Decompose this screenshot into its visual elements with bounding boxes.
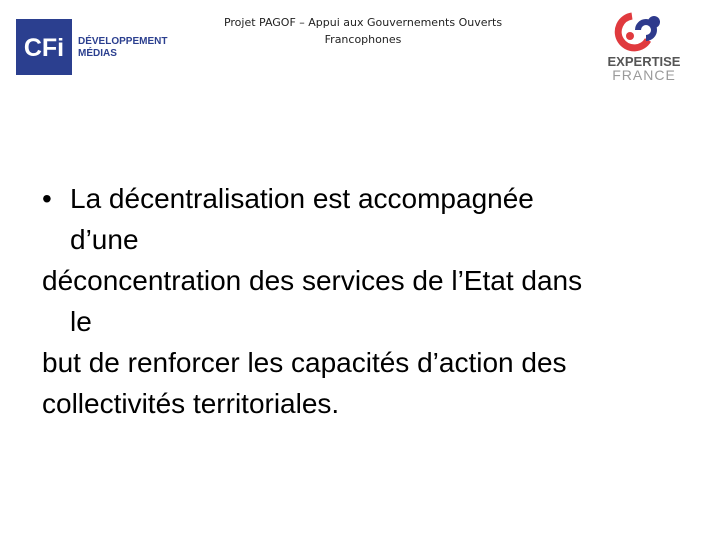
- header-title-line1: Projet PAGOF – Appui aux Gouvernements Ouverts: [223, 16, 503, 29]
- expertise-france-emblem-icon: [618, 16, 660, 48]
- body-line-2: d’une: [70, 224, 139, 255]
- body-line-1-text: La décentralisation est accompagnée: [70, 183, 534, 214]
- header-title: [198, 14, 528, 48]
- cfi-developpement-medias-logo: [16, 19, 181, 75]
- bullet-marker: •: [42, 183, 52, 214]
- body-line-5: but de renforcer les capacités d’action des: [42, 347, 567, 378]
- cfi-logo-line2: MÉDIAS: [78, 48, 117, 59]
- body-line-1: [42, 178, 682, 219]
- body-line-3: déconcentration des services de l’Etat dans: [42, 265, 583, 296]
- cfi-logo-mark: CFi: [23, 34, 65, 62]
- expertise-france-line2: FRANCE: [612, 67, 676, 83]
- body-text: [42, 178, 682, 424]
- expertise-france-logo: [602, 10, 686, 84]
- body-line-4: le: [70, 306, 92, 337]
- cfi-logo-line1: DÉVELOPPEMENT: [78, 36, 168, 47]
- expertise-france-line1: EXPERTISE: [607, 54, 681, 69]
- header-title-line2: Francophones: [324, 33, 402, 46]
- body-line-6: collectivités territoriales.: [42, 388, 340, 419]
